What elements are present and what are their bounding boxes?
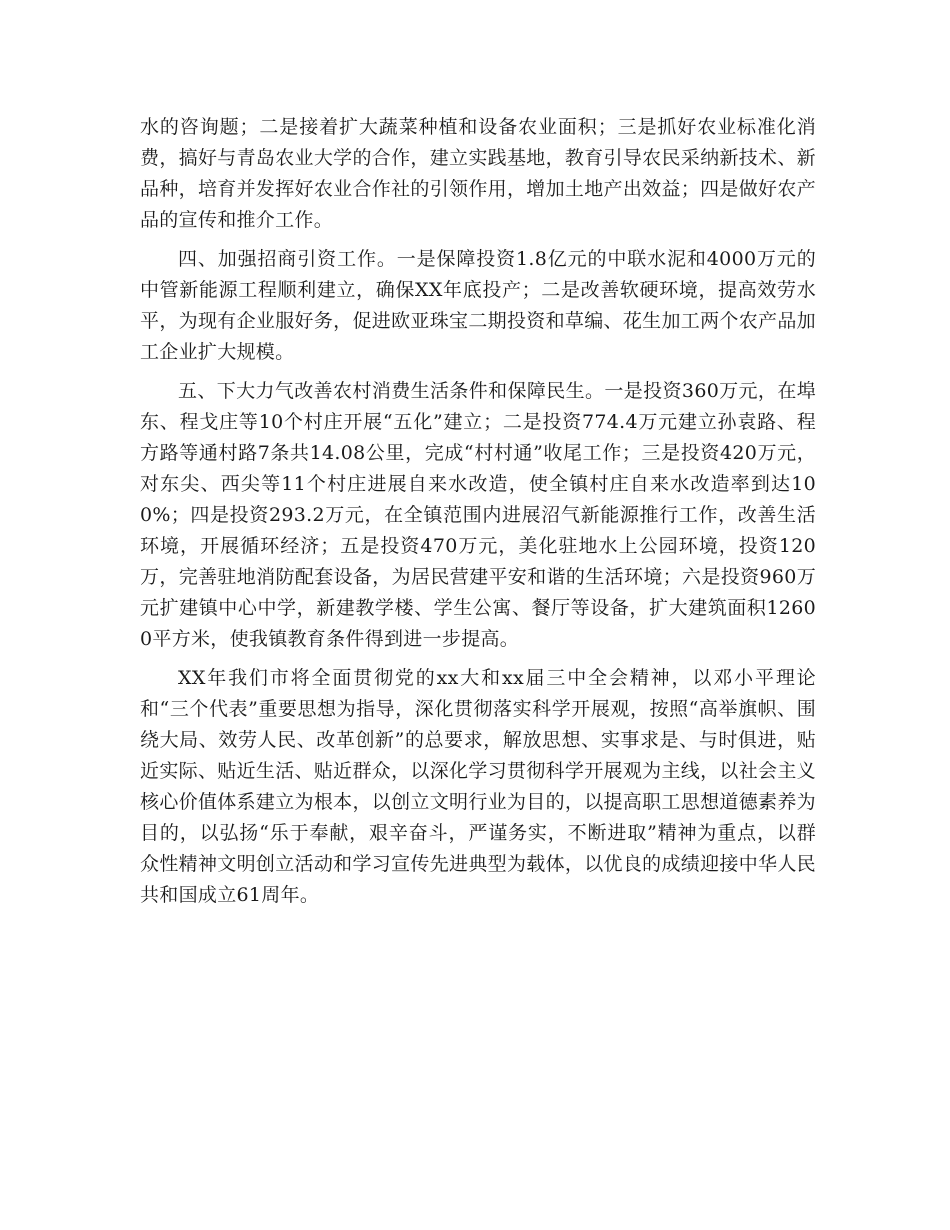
paragraph-livelihood: 五、下大力气改善农村消费生活条件和保障民生。一是投资360万元，在埠东、程戈庄等10个村庄开展“五化”建立；二是投资774.4万元建立孙袁路、程方路等通村路7条共14.08公里，完成“村村通”收尾工作；三是投资420万元，对东尖、西尖等11个村庄进展自来水改造，使全镇村庄自来水改造率到达100%；四是投资293.2万元，在全镇范围内进展沼气新能源推行工作，改善生活环境，开展循环经济；五是投资470万元，美化驻地水上公园环境，投资120万，完善驻地消防配套设备，为居民营建平安和谐的生活环境；六是投资960万元扩建镇中心中学，新建教学楼、学生公寓、餐厅等设备，扩大建筑面积12600平方米，使我镇教育条件得到进一步提高。 bbox=[140, 380, 816, 650]
paragraph-agriculture-continued: 水的咨询题；二是接着扩大蔬菜种植和设备农业面积；三是抓好农业标准化消费，搞好与青岛农业大学的合作，建立实践基地，教育引导农民采纳新技术、新品种，培育并发挥好农业合作社的引领作用，增加土地产出效益；四是做好农产品的宣传和推介工作。 bbox=[140, 116, 816, 231]
paragraph-investment: 四、加强招商引资工作。一是保障投资1.8亿元的中联水泥和4000万元的中管新能源工程顺利建立，确保XX年底投产；二是改善软硬环境，提高效劳水平，为现有企业服好务，促进欧亚珠宝二期投资和草编、花生加工两个农产品加工企业扩大规模。 bbox=[140, 248, 816, 363]
document-body bbox=[140, 112, 816, 919]
paragraph-plan: XX年我们市将全面贯彻党的xx大和xx届三中全会精神，以邓小平理论和“三个代表”重要思想为指导，深化贯彻落实科学开展观，按照“高举旗帜、围绕大局、效劳人民、改革创新”的总要求，解放思想、实事求是、与时俱进，贴近实际、贴近生活、贴近群众，以深化学习贯彻科学开展观为主线，以社会主义核心价值体系建立为根本，以创立文明行业为目的，以提高职工思想道德素养为目的，以弘扬“乐于奉献，艰辛奋斗，严谨务实，不断进取”精神为重点，以群众性精神文明创立活动和学习宣传先进典型为载体，以优良的成绩迎接中华人民共和国成立61周年。 bbox=[140, 667, 816, 906]
